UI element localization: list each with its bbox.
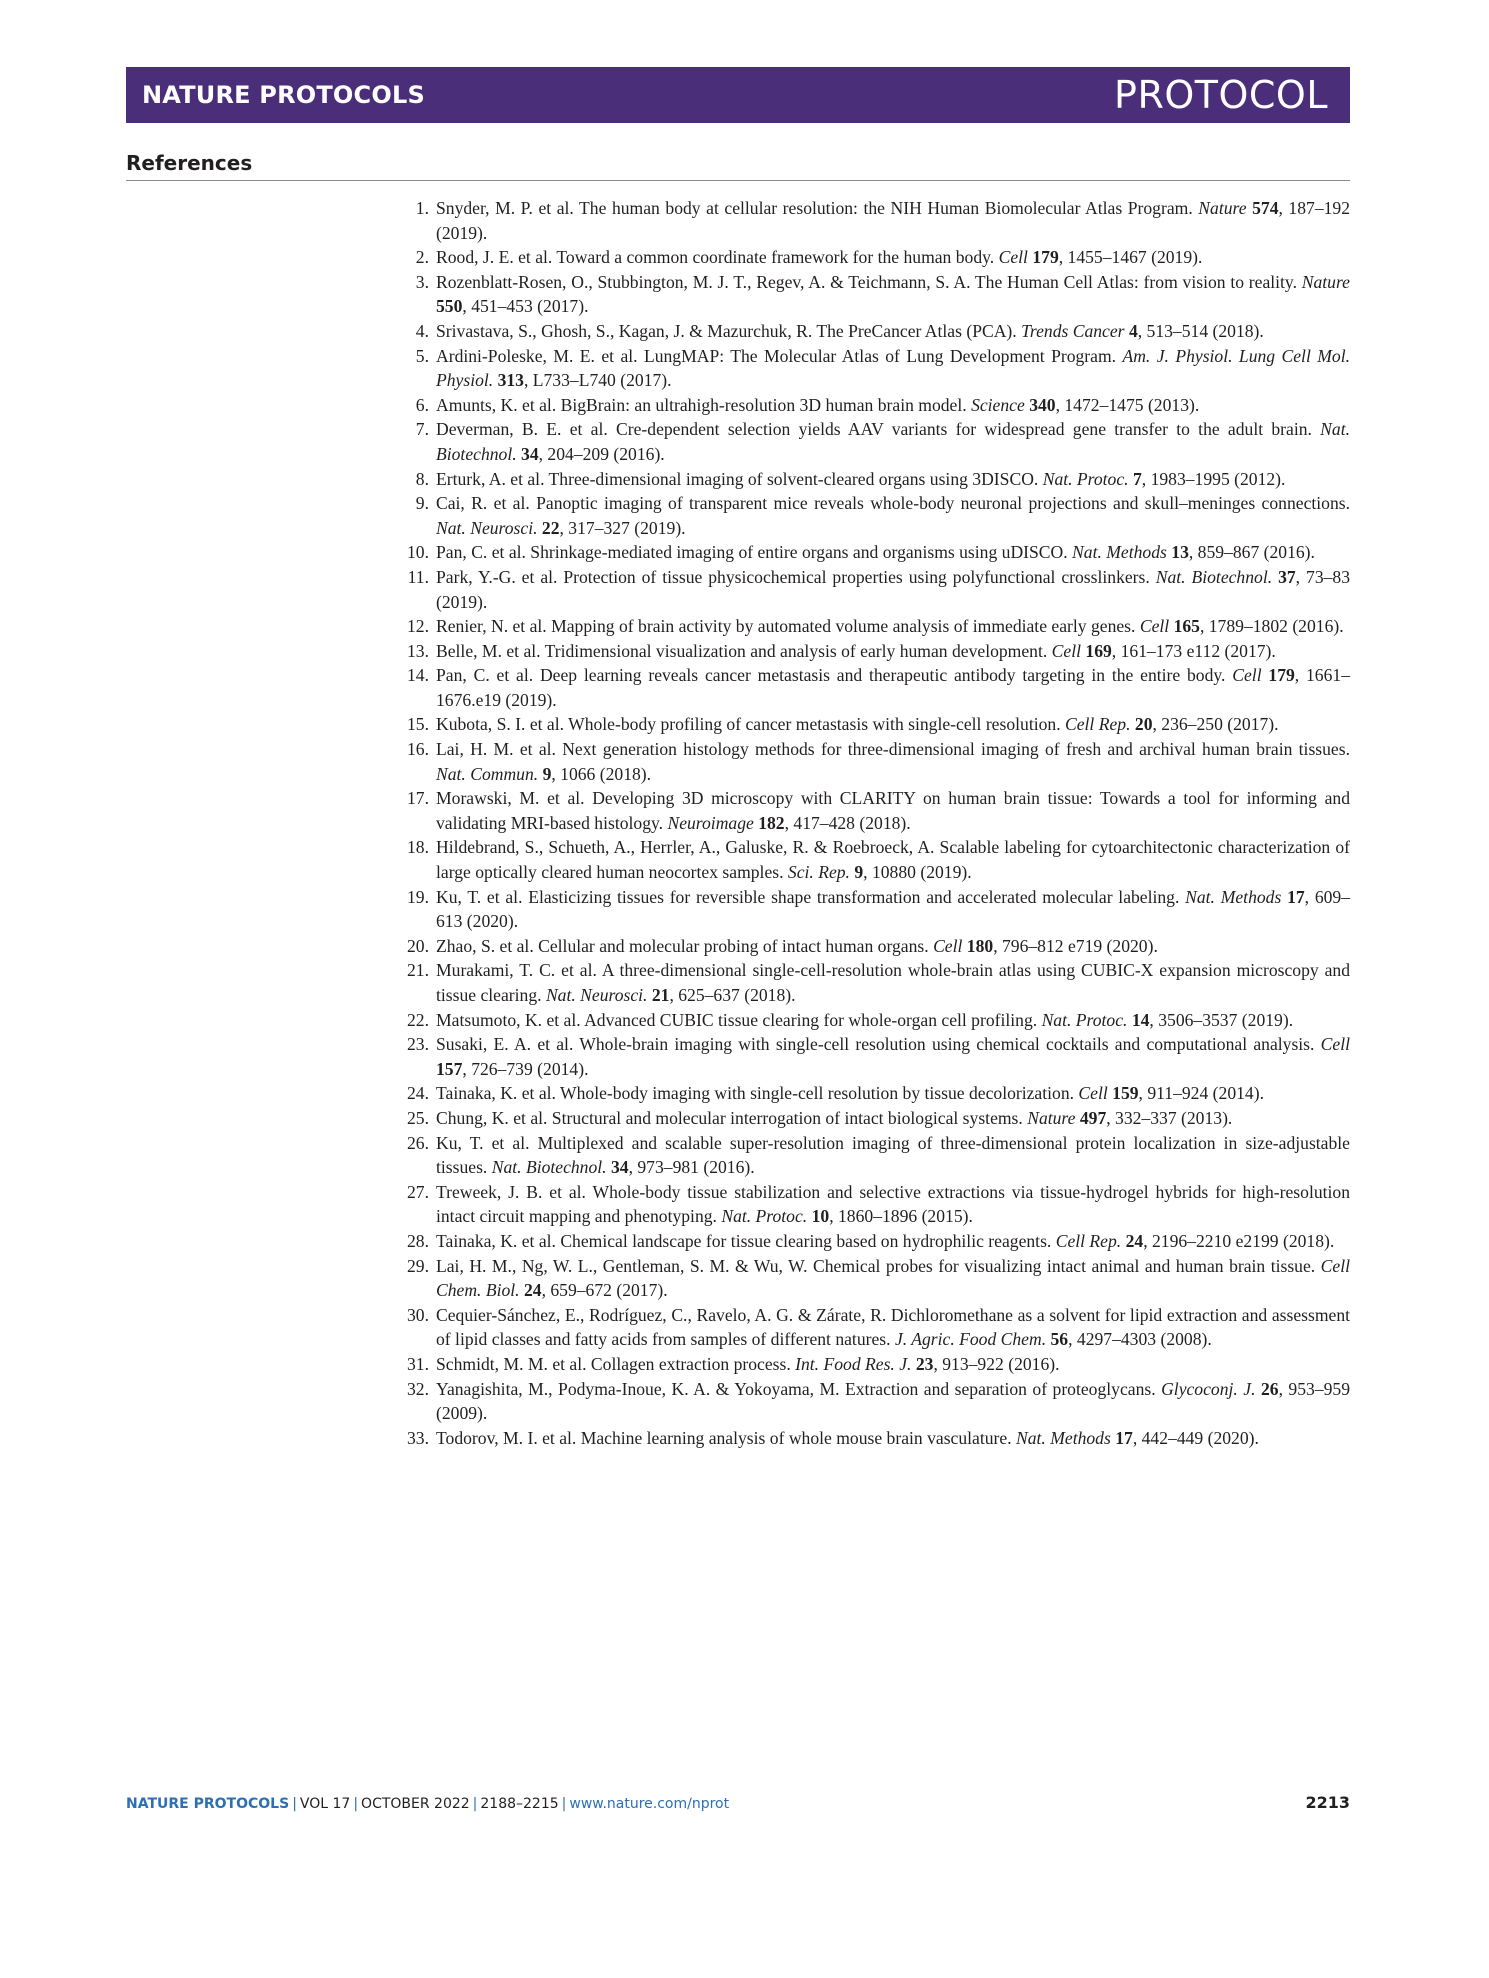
reference-item bbox=[383, 1081, 1350, 1106]
reference-segment: , 1661–1676.e19 (2019). bbox=[436, 665, 1350, 710]
journal-title: Nat. Protoc. bbox=[1041, 1009, 1128, 1030]
journal-title: Cell bbox=[1078, 1083, 1108, 1104]
reference-item bbox=[383, 663, 1350, 712]
volume-number: 159 bbox=[1112, 1083, 1139, 1104]
reference-item bbox=[383, 344, 1350, 393]
reference-text bbox=[436, 837, 1350, 882]
journal-title: Int. Food Res. J. bbox=[795, 1353, 912, 1374]
volume-number: 22 bbox=[541, 517, 560, 538]
journal-title: Cell bbox=[1051, 640, 1081, 661]
reference-item bbox=[383, 491, 1350, 540]
reference-number: 33. bbox=[407, 1427, 429, 1448]
reference-segment: , 442–449 (2020). bbox=[1132, 1427, 1259, 1448]
reference-segment: Pan, C. et al. Shrinkage-mediated imaging of entire organs and organisms using uDISCO. bbox=[436, 542, 1073, 563]
reference-number: 29. bbox=[407, 1255, 429, 1276]
reference-segment: , 796–812 e719 (2020). bbox=[993, 935, 1158, 956]
volume-number: 23 bbox=[915, 1353, 934, 1374]
reference-text bbox=[436, 936, 1158, 956]
journal-name: NATURE PROTOCOLS bbox=[142, 81, 425, 109]
reference-segment: Ardini-Poleske, M. E. et al. LungMAP: The Molecular Atlas of Lung Development Program. bbox=[436, 345, 1123, 366]
reference-segment: Susaki, E. A. et al. Whole-brain imaging with single-cell resolution using chemical cocktails and computational analysis. bbox=[436, 1034, 1321, 1055]
volume-number: 10 bbox=[811, 1206, 830, 1227]
reference-segment: , 953–959 (2009). bbox=[436, 1378, 1351, 1424]
reference-segment: , 625–637 (2018). bbox=[669, 985, 796, 1005]
journal-title: Cell Rep. bbox=[1055, 1230, 1122, 1251]
reference-number: 26. bbox=[407, 1132, 429, 1153]
volume-number: 37 bbox=[1278, 566, 1296, 587]
reference-segment: , 1066 (2018). bbox=[551, 763, 652, 784]
reference-segment: , 973–981 (2016). bbox=[628, 1157, 755, 1178]
reference-item bbox=[383, 639, 1350, 664]
reference-text bbox=[436, 887, 1350, 932]
volume-number: 497 bbox=[1079, 1107, 1107, 1128]
reference-number: 4. bbox=[415, 320, 429, 341]
reference-segment: Schmidt, M. M. et al. Collagen extraction process. bbox=[436, 1353, 796, 1374]
reference-segment: Lai, H. M. et al. Next generation histology methods for three-dimensional imaging of fresh and archival human brain tissues. bbox=[436, 739, 1350, 760]
reference-text bbox=[436, 1182, 1350, 1227]
reference-text bbox=[436, 1256, 1350, 1301]
reference-number: 3. bbox=[415, 271, 429, 292]
volume-number: 165 bbox=[1173, 616, 1200, 637]
reference-text bbox=[436, 346, 1350, 391]
reference-number: 17. bbox=[407, 788, 429, 809]
reference-segment: , 3506–3537 (2019). bbox=[1149, 1009, 1294, 1030]
reference-number: 10. bbox=[407, 542, 429, 563]
reference-item bbox=[383, 786, 1350, 835]
reference-segment: Tainaka, K. et al. Chemical landscape for tissue clearing based on hydrophilic reagents. bbox=[436, 1230, 1056, 1251]
journal-title: Nat. Neurosci. bbox=[436, 517, 538, 538]
reference-number: 28. bbox=[407, 1230, 429, 1251]
reference-item bbox=[383, 270, 1350, 319]
volume-number: 4 bbox=[1128, 320, 1138, 341]
journal-title: Cell bbox=[933, 935, 963, 956]
reference-number: 5. bbox=[415, 345, 429, 366]
reference-text bbox=[436, 1010, 1293, 1030]
reference-number: 24. bbox=[407, 1083, 429, 1104]
reference-segment: , 859–867 (2016). bbox=[1188, 542, 1315, 563]
journal-title: Nat. Biotechnol. bbox=[491, 1157, 607, 1178]
reference-segment: Rozenblatt-Rosen, O., Stubbington, M. J. T., Regev, A. & Teichmann, S. A. The Human Cell Atlas: from vision to reality. bbox=[436, 271, 1302, 292]
reference-segment: Hildebrand, S., Schueth, A., Herrler, A., Galuske, R. & Roebroeck, A. Scalable labeling for cytoarchitectonic characterization of large optically cleared human neocortex samples. bbox=[436, 837, 1350, 883]
reference-item bbox=[383, 1229, 1350, 1254]
volume-number: 56 bbox=[1050, 1329, 1069, 1350]
reference-list bbox=[383, 196, 1350, 1450]
reference-number: 8. bbox=[415, 468, 429, 489]
reference-segment: Cequier-Sánchez, E., Rodríguez, C., Ravelo, A. G. & Zárate, R. Dichloromethane as a solvent for lipid extraction and assessment of lipid classes and fatty acids from samples of different natures. bbox=[436, 1304, 1350, 1350]
journal-title: Science bbox=[971, 394, 1025, 415]
reference-segment: Park, Y.-G. et al. Protection of tissue physicochemical properties using polyfunctional crosslinkers. bbox=[436, 566, 1156, 587]
reference-number: 18. bbox=[407, 837, 429, 858]
references-heading: References bbox=[126, 151, 253, 175]
journal-title: Cell bbox=[998, 247, 1028, 268]
reference-text bbox=[436, 198, 1350, 243]
reference-number: 25. bbox=[407, 1107, 429, 1128]
reference-text bbox=[436, 960, 1350, 1005]
reference-text bbox=[436, 1305, 1350, 1350]
reference-text bbox=[436, 641, 1276, 661]
reference-segment: Amunts, K. et al. BigBrain: an ultrahigh-resolution 3D human brain model. bbox=[436, 394, 972, 415]
reference-segment: Matsumoto, K. et al. Advanced CUBIC tissue clearing for whole-organ cell profiling. bbox=[436, 1009, 1042, 1030]
volume-number: 34 bbox=[610, 1157, 629, 1178]
journal-title: Cell Rep. bbox=[1065, 714, 1131, 735]
volume-number: 179 bbox=[1032, 247, 1059, 268]
reference-text bbox=[436, 272, 1350, 317]
reference-segment: , 911–924 (2014). bbox=[1138, 1083, 1264, 1104]
reference-segment: Yanagishita, M., Podyma-Inoue, K. A. & Yokoyama, M. Extraction and separation of proteoglycans. bbox=[436, 1378, 1162, 1399]
volume-number: 21 bbox=[651, 985, 670, 1005]
reference-item bbox=[383, 1377, 1350, 1426]
reference-segment: Rood, J. E. et al. Toward a common coordinate framework for the human body. bbox=[436, 247, 999, 268]
reference-segment: Ku, T. et al. Multiplexed and scalable super-resolution imaging of three-dimensional protein localization in size-adjustable tissues. bbox=[436, 1132, 1350, 1178]
reference-item bbox=[383, 1131, 1350, 1180]
reference-segment: , 1472–1475 (2013). bbox=[1055, 394, 1200, 415]
reference-segment: , 4297–4303 (2008). bbox=[1068, 1329, 1212, 1350]
reference-number: 6. bbox=[415, 394, 429, 415]
journal-title: Cell Chem. Biol. bbox=[436, 1255, 1350, 1301]
reference-segment: Murakami, T. C. et al. A three-dimensional single-cell-resolution whole-brain atlas using CUBIC-X expansion microscopy and tissue clearing. bbox=[436, 960, 1350, 1005]
volume-number: 179 bbox=[1268, 665, 1295, 686]
journal-title: Neuroimage bbox=[667, 812, 754, 833]
journal-title: Nature bbox=[1027, 1107, 1076, 1128]
reference-number: 30. bbox=[407, 1304, 429, 1325]
reference-text bbox=[436, 714, 1279, 734]
reference-number: 9. bbox=[415, 493, 429, 514]
journal-title: Nature bbox=[1198, 198, 1247, 218]
page-number: 2213 bbox=[1305, 1793, 1350, 1812]
journal-title: Nature bbox=[1301, 271, 1350, 292]
reference-text bbox=[436, 1428, 1259, 1448]
reference-segment: Belle, M. et al. Tridimensional visualization and analysis of early human development. bbox=[436, 640, 1052, 661]
reference-text bbox=[436, 739, 1350, 784]
footer-date: OCTOBER 2022 bbox=[361, 1796, 470, 1812]
reference-segment: , L733–L740 (2017). bbox=[523, 370, 672, 391]
volume-number: 24 bbox=[523, 1280, 542, 1301]
reference-text bbox=[436, 1354, 1060, 1374]
volume-number: 182 bbox=[758, 812, 785, 833]
reference-segment: , 187–192 (2019). bbox=[436, 198, 1351, 243]
reference-item bbox=[383, 1032, 1350, 1081]
journal-title: Nat. Methods bbox=[1072, 542, 1167, 563]
reference-item bbox=[383, 1180, 1350, 1229]
reference-segment: , 317–327 (2019). bbox=[559, 517, 686, 538]
reference-number: 14. bbox=[407, 665, 429, 686]
reference-number: 22. bbox=[407, 1009, 429, 1030]
reference-item bbox=[383, 1008, 1350, 1033]
journal-title: Nat. Protoc. bbox=[721, 1206, 808, 1227]
reference-segment: , 417–428 (2018). bbox=[784, 812, 911, 833]
footer-citation: NATURE PROTOCOLS | VOL 17 | OCTOBER 2022 | 2188–2215 | www.nature.com/nprot bbox=[126, 1796, 730, 1812]
journal-title: Trends Cancer bbox=[1021, 320, 1125, 341]
reference-text bbox=[436, 419, 1350, 464]
reference-number: 21. bbox=[407, 960, 429, 981]
reference-segment: , 451–453 (2017). bbox=[462, 296, 589, 317]
reference-segment: , 609–613 (2020). bbox=[436, 886, 1351, 932]
reference-text bbox=[436, 1379, 1350, 1424]
reference-item bbox=[383, 885, 1350, 934]
reference-segment: , 10880 (2019). bbox=[863, 862, 972, 883]
reference-text bbox=[436, 395, 1199, 415]
reference-item bbox=[383, 737, 1350, 786]
volume-number: 180 bbox=[966, 935, 994, 956]
reference-item bbox=[383, 393, 1350, 418]
reference-text bbox=[436, 542, 1315, 562]
reference-segment: , 1983–1995 (2012). bbox=[1141, 468, 1286, 489]
reference-segment: Srivastava, S., Ghosh, S., Kagan, J. & Mazurchuk, R. The PreCancer Atlas (PCA). bbox=[436, 320, 1022, 341]
reference-number: 19. bbox=[407, 886, 429, 907]
reference-item bbox=[383, 712, 1350, 737]
reference-segment: Ku, T. et al. Elasticizing tissues for reversible shape transformation and accelerated molecular labeling. bbox=[436, 886, 1186, 907]
reference-segment: Snyder, M. P. et al. The human body at cellular resolution: the NIH Human Biomolecular Atlas Program. bbox=[436, 198, 1199, 218]
reference-item bbox=[383, 196, 1350, 245]
reference-segment: Lai, H. M., Ng, W. L., Gentleman, S. M. & Wu, W. Chemical probes for visualizing intact animal and human brain tissue. bbox=[436, 1255, 1321, 1276]
volume-number: 20 bbox=[1134, 714, 1153, 735]
journal-title: Nat. Neurosci. bbox=[545, 985, 648, 1005]
reference-number: 16. bbox=[407, 739, 429, 760]
volume-number: 340 bbox=[1029, 394, 1056, 415]
volume-number: 157 bbox=[436, 1058, 463, 1079]
volume-number: 313 bbox=[497, 370, 524, 391]
reference-number: 12. bbox=[407, 616, 429, 637]
volume-number: 17 bbox=[1115, 1427, 1133, 1448]
reference-number: 1. bbox=[415, 198, 429, 218]
journal-title: J. Agric. Food Chem. bbox=[894, 1329, 1047, 1350]
reference-item bbox=[383, 540, 1350, 565]
volume-number: 14 bbox=[1131, 1009, 1150, 1030]
volume-number: 34 bbox=[521, 443, 539, 464]
reference-item bbox=[383, 835, 1350, 884]
journal-title: Nat. Biotechnol. bbox=[1155, 566, 1273, 587]
reference-number: 27. bbox=[407, 1181, 429, 1202]
journal-title: Nat. Commun. bbox=[436, 763, 539, 784]
reference-segment: , 913–922 (2016). bbox=[933, 1353, 1060, 1374]
reference-text bbox=[436, 665, 1350, 710]
reference-number: 7. bbox=[415, 419, 429, 440]
reference-text bbox=[436, 469, 1285, 489]
reference-segment: , 1455–1467 (2019). bbox=[1058, 247, 1203, 268]
reference-text bbox=[436, 1231, 1334, 1251]
journal-title: Glycoconj. J. bbox=[1161, 1378, 1256, 1399]
journal-header-bar bbox=[126, 67, 1350, 123]
reference-text bbox=[436, 1133, 1350, 1178]
reference-text bbox=[436, 247, 1202, 267]
reference-segment: Zhao, S. et al. Cellular and molecular probing of intact human organs. bbox=[436, 935, 934, 956]
reference-text bbox=[436, 1108, 1232, 1128]
reference-text bbox=[436, 1083, 1264, 1103]
volume-number: 9 bbox=[542, 763, 552, 784]
heading-divider bbox=[126, 180, 1350, 181]
reference-item bbox=[383, 1303, 1350, 1352]
reference-item bbox=[383, 565, 1350, 614]
reference-segment: Chung, K. et al. Structural and molecular interrogation of intact biological systems. bbox=[436, 1107, 1028, 1128]
reference-segment: , 659–672 (2017). bbox=[541, 1280, 668, 1301]
reference-segment: , 73–83 (2019). bbox=[436, 566, 1350, 612]
reference-item bbox=[383, 245, 1350, 270]
journal-title: Nat. Methods bbox=[1185, 886, 1282, 907]
volume-number: 26 bbox=[1260, 1378, 1279, 1399]
volume-number: 550 bbox=[436, 296, 463, 317]
reference-item bbox=[383, 1352, 1350, 1377]
reference-segment: Todorov, M. I. et al. Machine learning analysis of whole mouse brain vasculature. bbox=[436, 1427, 1017, 1448]
reference-segment: , 204–209 (2016). bbox=[538, 443, 665, 464]
reference-segment: , 236–250 (2017). bbox=[1152, 714, 1279, 735]
reference-item bbox=[383, 319, 1350, 344]
footer-volume: VOL 17 bbox=[299, 1796, 351, 1812]
reference-segment: , 1860–1896 (2015). bbox=[829, 1206, 973, 1227]
reference-item bbox=[383, 467, 1350, 492]
page-footer bbox=[126, 1793, 1350, 1812]
reference-segment: , 332–337 (2013). bbox=[1106, 1107, 1233, 1128]
reference-item bbox=[383, 1426, 1350, 1451]
journal-title: Cell bbox=[1139, 616, 1170, 637]
reference-segment: Treweek, J. B. et al. Whole-body tissue stabilization and selective extractions via tissue-hydrogel hybrids for high-resolution intact circuit mapping and phenotyping. bbox=[436, 1181, 1350, 1227]
reference-segment: Kubota, S. I. et al. Whole-body profiling of cancer metastasis with single-cell resolution. bbox=[436, 714, 1065, 735]
reference-number: 32. bbox=[407, 1378, 429, 1399]
article-type-label: PROTOCOL bbox=[1114, 73, 1328, 117]
reference-number: 13. bbox=[407, 640, 429, 661]
reference-number: 23. bbox=[407, 1034, 429, 1055]
reference-segment: , 1789–1802 (2016). bbox=[1199, 616, 1344, 637]
reference-number: 15. bbox=[407, 714, 429, 735]
reference-segment: , 726–739 (2014). bbox=[462, 1058, 589, 1079]
reference-item bbox=[383, 417, 1350, 466]
reference-text bbox=[436, 788, 1350, 833]
volume-number: 24 bbox=[1125, 1230, 1144, 1251]
reference-segment: Renier, N. et al. Mapping of brain activity by automated volume analysis of immediate early genes. bbox=[436, 616, 1140, 637]
reference-segment: Pan, C. et al. Deep learning reveals cancer metastasis and therapeutic antibody targeting in the entire body. bbox=[436, 665, 1233, 686]
reference-text bbox=[436, 616, 1344, 636]
reference-item bbox=[383, 1254, 1350, 1303]
reference-text bbox=[436, 493, 1350, 538]
journal-title: Sci. Rep. bbox=[787, 862, 850, 883]
volume-number: 574 bbox=[1252, 198, 1279, 218]
footer-url-link[interactable]: www.nature.com/nprot bbox=[569, 1796, 730, 1812]
reference-number: 2. bbox=[415, 247, 429, 268]
reference-number: 31. bbox=[407, 1353, 429, 1374]
reference-segment: Deverman, B. E. et al. Cre-dependent selection yields AAV variants for widespread gene transfer to the adult brain. bbox=[436, 419, 1321, 440]
reference-number: 11. bbox=[407, 566, 429, 587]
footer-pages: 2188–2215 bbox=[480, 1796, 559, 1812]
reference-segment: , 161–173 e112 (2017). bbox=[1111, 640, 1276, 661]
reference-text bbox=[436, 321, 1264, 341]
reference-segment: Morawski, M. et al. Developing 3D microscopy with CLARITY on human brain tissue: Towards a tool for informing and validating MRI-based histology. bbox=[436, 788, 1350, 833]
volume-number: 169 bbox=[1085, 640, 1112, 661]
journal-title: Cell bbox=[1320, 1034, 1350, 1055]
reference-segment: Erturk, A. et al. Three-dimensional imaging of solvent-cleared organs using 3DISCO. bbox=[436, 468, 1043, 489]
reference-segment: , 2196–2210 e2199 (2018). bbox=[1143, 1230, 1335, 1251]
journal-title: Am. J. Physiol. Lung Cell Mol. Physiol. bbox=[436, 345, 1350, 391]
volume-number: 17 bbox=[1287, 886, 1305, 907]
reference-item bbox=[383, 934, 1350, 959]
volume-number: 7 bbox=[1132, 468, 1142, 489]
journal-title: Nat. Biotechnol. bbox=[436, 419, 1350, 464]
reference-text bbox=[436, 567, 1350, 612]
footer-journal: NATURE PROTOCOLS bbox=[126, 1796, 290, 1812]
reference-item bbox=[383, 1106, 1350, 1131]
reference-number: 20. bbox=[407, 935, 429, 956]
volume-number: 9 bbox=[854, 862, 864, 883]
reference-segment: Tainaka, K. et al. Whole-body imaging with single-cell resolution by tissue decolorization. bbox=[436, 1083, 1079, 1104]
reference-text bbox=[436, 1034, 1350, 1079]
reference-item bbox=[383, 958, 1350, 1007]
journal-title: Nat. Methods bbox=[1016, 1427, 1111, 1448]
reference-segment: , 513–514 (2018). bbox=[1137, 320, 1264, 341]
reference-item bbox=[383, 614, 1350, 639]
volume-number: 13 bbox=[1171, 542, 1189, 563]
journal-title: Cell bbox=[1232, 665, 1262, 686]
reference-segment: Cai, R. et al. Panoptic imaging of transparent mice reveals whole-body neuronal projections and skull–meninges connections. bbox=[436, 493, 1350, 514]
journal-title: Nat. Protoc. bbox=[1042, 468, 1129, 489]
